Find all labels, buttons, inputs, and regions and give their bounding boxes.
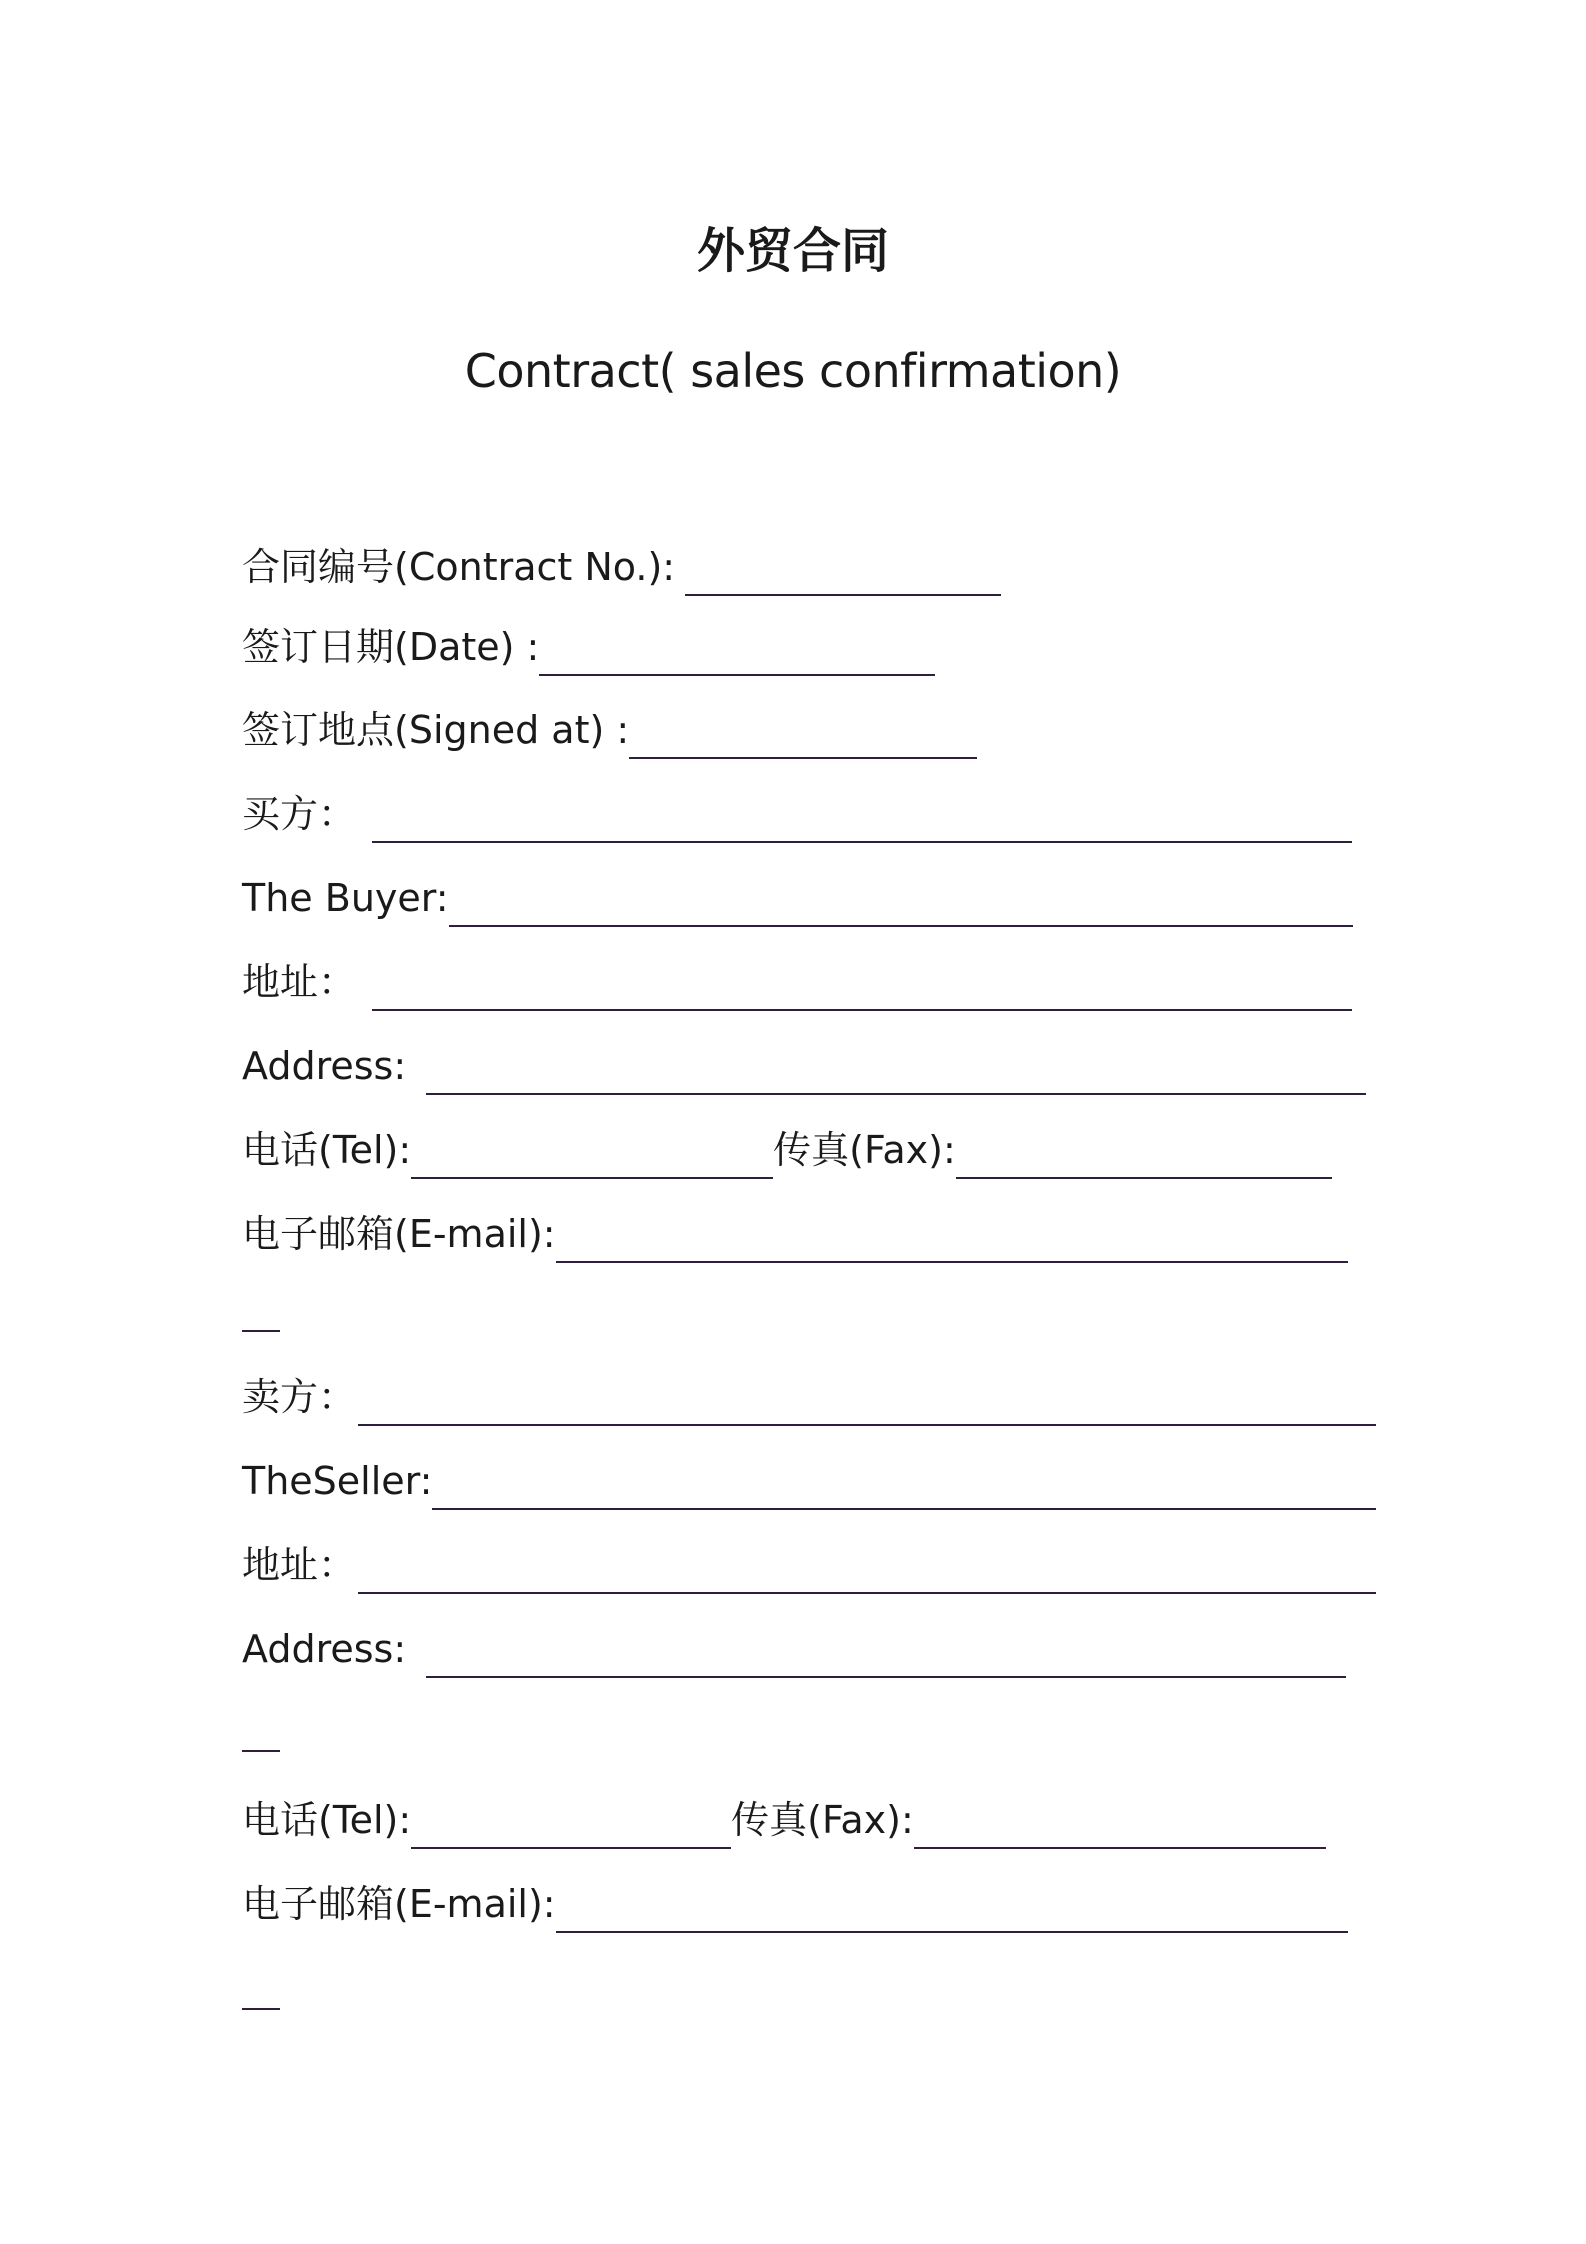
date-field[interactable]: [539, 636, 935, 676]
buyer-email-label: 电子邮箱(E-mail):: [242, 1212, 556, 1256]
buyer-email-continuation-line: [242, 1330, 280, 1332]
buyer-cn-field[interactable]: [372, 803, 1352, 843]
buyer-addr-cn-row: [242, 955, 1352, 1011]
seller-cn-row: [242, 1370, 1376, 1426]
seller-email-continuation-line: [242, 2008, 280, 2010]
seller-tel-field[interactable]: [411, 1809, 731, 1849]
buyer-tel-fax-row: [242, 1123, 1332, 1179]
seller-addr-continuation-line: [242, 1750, 280, 1752]
seller-addr-cn-field[interactable]: [358, 1554, 1376, 1594]
buyer-email-field[interactable]: [556, 1223, 1348, 1263]
buyer-en-label: The Buyer:: [242, 876, 449, 920]
contract-no-field[interactable]: [685, 556, 1001, 596]
buyer-addr-cn-field[interactable]: [372, 971, 1352, 1011]
seller-addr-en-field[interactable]: [426, 1638, 1346, 1678]
buyer-fax-label: 传真(Fax):: [773, 1128, 956, 1172]
seller-addr-en-row: [242, 1622, 1346, 1678]
buyer-email-row: [242, 1207, 1348, 1263]
seller-cn-field[interactable]: [358, 1386, 1376, 1426]
buyer-addr-en-field[interactable]: [426, 1055, 1366, 1095]
seller-tel-label: 电话(Tel):: [242, 1798, 412, 1842]
seller-en-field[interactable]: [432, 1470, 1376, 1510]
buyer-en-row: [242, 871, 1353, 927]
contract-no-row: [242, 540, 1001, 596]
buyer-addr-en-label: Address:: [242, 1044, 407, 1088]
seller-fax-field[interactable]: [914, 1809, 1326, 1849]
buyer-cn-row: [242, 787, 1352, 843]
date-label: 签订日期(Date) :: [242, 625, 540, 669]
buyer-en-field[interactable]: [449, 887, 1353, 927]
buyer-fax-field[interactable]: [956, 1139, 1332, 1179]
buyer-cn-label: 买方：: [242, 792, 357, 836]
buyer-tel-label: 电话(Tel):: [242, 1128, 412, 1172]
seller-addr-cn-label: 地址：: [242, 1543, 357, 1587]
signed-at-row: [242, 703, 977, 759]
seller-email-label: 电子邮箱(E-mail):: [242, 1882, 556, 1926]
seller-fax-label: 传真(Fax):: [731, 1798, 914, 1842]
seller-tel-fax-row: [242, 1793, 1326, 1849]
document-title-english: Contract( sales confirmation): [464, 344, 1122, 398]
buyer-addr-en-row: [242, 1039, 1366, 1095]
signed-at-field[interactable]: [629, 719, 977, 759]
signed-at-label: 签订地点(Signed at) :: [242, 708, 630, 752]
seller-en-label: TheSeller:: [242, 1459, 433, 1503]
date-row: [242, 620, 935, 676]
seller-email-row: [242, 1877, 1348, 1933]
seller-en-row: [242, 1454, 1376, 1510]
document-title-chinese: 外贸合同: [696, 223, 889, 279]
buyer-addr-cn-label: 地址：: [242, 960, 357, 1004]
contract-no-label: 合同编号(Contract No.):: [242, 545, 676, 589]
seller-addr-en-label: Address:: [242, 1627, 407, 1671]
seller-addr-cn-row: [242, 1538, 1376, 1594]
seller-cn-label: 卖方：: [242, 1375, 357, 1419]
seller-email-field[interactable]: [556, 1893, 1348, 1933]
buyer-tel-field[interactable]: [411, 1139, 773, 1179]
